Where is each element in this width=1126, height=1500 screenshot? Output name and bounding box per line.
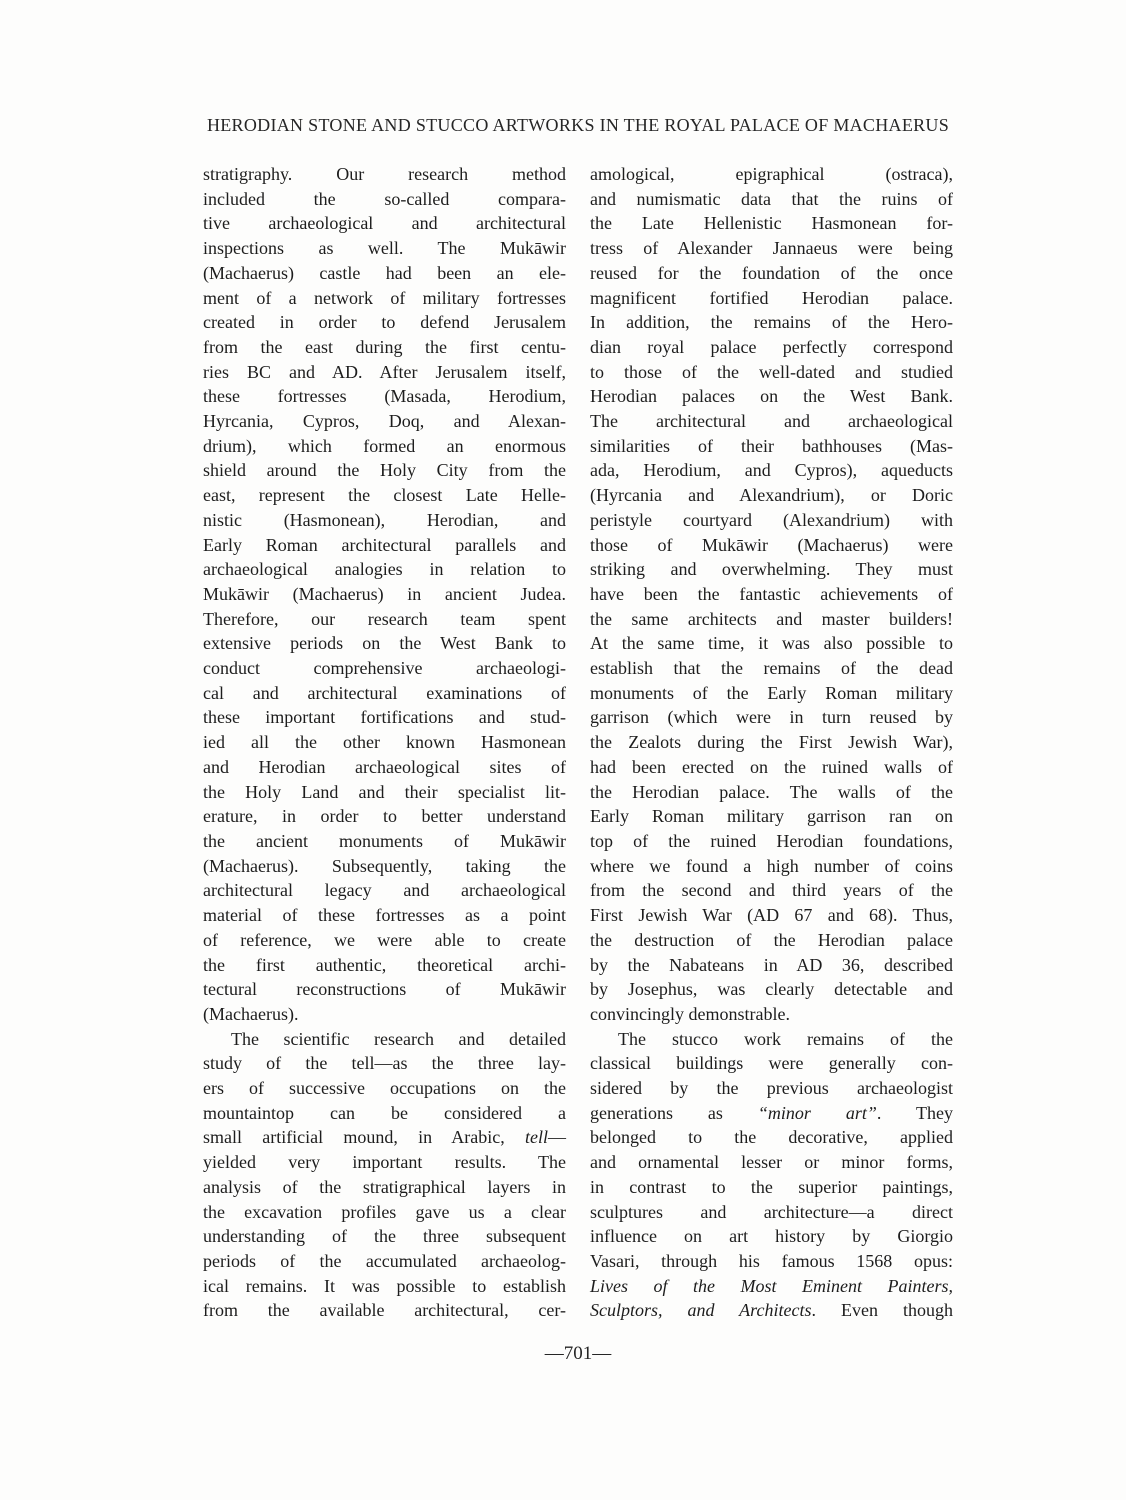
text-segment: ada, Herodium, and Cypros), aqueducts bbox=[590, 460, 953, 481]
text-line bbox=[203, 1200, 566, 1225]
text-line bbox=[203, 187, 566, 212]
text-line bbox=[590, 1076, 953, 1101]
text-segment: cal and architectural examinations of bbox=[203, 682, 566, 703]
text-segment: those of Mukāwir (Machaerus) were bbox=[590, 534, 953, 555]
text-segment: inspections as well. The Mukāwir bbox=[203, 238, 566, 259]
text-segment: architectural legacy and archaeological bbox=[203, 880, 566, 901]
text-segment: had been erected on the ruined walls of bbox=[590, 756, 953, 777]
text-segment: material of these fortresses as a point bbox=[203, 905, 566, 926]
text-segment: The scientific research and detailed bbox=[231, 1028, 566, 1049]
text-segment: monuments of the Early Roman military bbox=[590, 682, 953, 703]
text-line bbox=[590, 483, 953, 508]
text-segment: the first authentic, theoretical archi- bbox=[203, 954, 566, 975]
text-line bbox=[590, 286, 953, 311]
text-line bbox=[203, 533, 566, 558]
text-segment: and numismatic data that the ruins of bbox=[590, 188, 953, 209]
text-line bbox=[203, 483, 566, 508]
text-line bbox=[590, 360, 953, 385]
text-line bbox=[590, 1051, 953, 1076]
text-line bbox=[590, 434, 953, 459]
text-line bbox=[590, 1150, 953, 1175]
text-segment: study of the tell—as the three lay- bbox=[203, 1053, 566, 1074]
text-line bbox=[203, 903, 566, 928]
text-segment: establish that the remains of the dead bbox=[590, 658, 953, 679]
text-line bbox=[590, 1224, 953, 1249]
text-line bbox=[203, 261, 566, 286]
text-segment: First Jewish War (AD 67 and 68). Thus, bbox=[590, 905, 953, 926]
text-line bbox=[203, 928, 566, 953]
text-segment: by the Nabateans in AD 36, described bbox=[590, 954, 953, 975]
text-segment: in contrast to the superior paintings, bbox=[590, 1176, 953, 1197]
text-line bbox=[590, 854, 953, 879]
text-line bbox=[590, 236, 953, 261]
text-line bbox=[203, 1274, 566, 1299]
text-segment: archaeological analogies in relation to bbox=[203, 559, 566, 580]
text-segment: the same architects and master builders! bbox=[590, 608, 953, 629]
text-segment: included the so-called compara- bbox=[203, 188, 566, 209]
text-line bbox=[590, 780, 953, 805]
text-line bbox=[590, 1175, 953, 1200]
running-header: HERODIAN STONE AND STUCCO ARTWORKS IN THE ROYAL PALACE OF MACHAERUS bbox=[206, 115, 950, 135]
text-line bbox=[590, 953, 953, 978]
text-line bbox=[203, 607, 566, 632]
text-segment: ries BC and AD. After Jerusalem itself, bbox=[203, 361, 566, 382]
text-segment: by Josephus, was clearly detectable and bbox=[590, 979, 953, 1000]
text-line bbox=[590, 730, 953, 755]
paragraph bbox=[590, 162, 953, 1027]
text-segment: the Holy Land and their specialist lit- bbox=[203, 781, 566, 802]
text-segment: generations as bbox=[590, 1102, 758, 1123]
text-segment: periods of the accumulated archaeolog- bbox=[203, 1250, 566, 1271]
text-segment: At the same time, it was also possible to bbox=[590, 633, 953, 654]
text-line bbox=[203, 953, 566, 978]
text-segment: Early Roman military garrison ran on bbox=[590, 806, 953, 827]
text-line bbox=[590, 656, 953, 681]
text-segment: sculptures and architecture—a direct bbox=[590, 1201, 953, 1222]
page-number: —701— bbox=[544, 1343, 612, 1364]
text-line bbox=[590, 261, 953, 286]
text-line bbox=[203, 780, 566, 805]
text-segment: stratigraphy. Our research method bbox=[203, 164, 566, 184]
text-segment: (Hyrcania and Alexandrium), or Doric bbox=[590, 485, 953, 506]
text-segment: Vasari, through his famous 1568 opus: bbox=[590, 1250, 953, 1271]
text-line bbox=[590, 755, 953, 780]
text-segment: these important fortifications and stud- bbox=[203, 707, 566, 728]
text-line bbox=[203, 434, 566, 459]
text-segment: ers of successive occupations on the bbox=[203, 1078, 566, 1099]
text-line bbox=[203, 1175, 566, 1200]
text-line bbox=[203, 458, 566, 483]
text-segment: The architectural and archaeological bbox=[590, 411, 953, 432]
text-line bbox=[203, 1150, 566, 1175]
text-segment: ied all the other known Hasmonean bbox=[203, 732, 566, 753]
text-segment: from the second and third years of the bbox=[590, 880, 953, 901]
text-segment: these fortresses (Masada, Herodium, bbox=[203, 386, 566, 407]
right-column bbox=[590, 162, 953, 1323]
text-line bbox=[590, 1249, 953, 1274]
text-segment: drium), which formed an enormous bbox=[203, 435, 566, 456]
text-line bbox=[590, 903, 953, 928]
text-line bbox=[590, 533, 953, 558]
text-segment: where we found a high number of coins bbox=[590, 855, 953, 876]
text-segment: (Machaerus). bbox=[203, 1003, 299, 1024]
text-segment: to those of the well-dated and studied bbox=[590, 361, 953, 382]
text-line bbox=[203, 977, 566, 1002]
text-segment: influence on art history by Giorgio bbox=[590, 1226, 953, 1247]
text-segment: of reference, we were able to create bbox=[203, 929, 566, 950]
text-line bbox=[590, 310, 953, 335]
text-line bbox=[590, 1274, 953, 1299]
text-segment: amological, epigraphical (ostraca), bbox=[590, 164, 953, 184]
text-line bbox=[203, 1298, 566, 1323]
text-line bbox=[590, 607, 953, 632]
text-segment: Hyrcania, Cypros, Doq, and Alexan- bbox=[203, 411, 566, 432]
text-line bbox=[590, 878, 953, 903]
text-line bbox=[203, 656, 566, 681]
text-line bbox=[203, 681, 566, 706]
text-segment: tress of Alexander Jannaeus were being bbox=[590, 238, 953, 259]
text-line bbox=[203, 829, 566, 854]
paragraph bbox=[203, 1027, 566, 1323]
text-segment: small artificial mound, in Arabic, bbox=[203, 1127, 525, 1148]
text-segment: Mukāwir (Machaerus) in ancient Judea. bbox=[203, 583, 566, 604]
text-line bbox=[203, 384, 566, 409]
text-segment: striking and overwhelming. They must bbox=[590, 559, 953, 580]
text-line bbox=[590, 458, 953, 483]
text-segment: Herodian palaces on the West Bank. bbox=[590, 386, 953, 407]
text-segment: peristyle courtyard (Alexandrium) with bbox=[590, 509, 953, 530]
text-line bbox=[203, 1125, 566, 1150]
text-line bbox=[590, 705, 953, 730]
text-line bbox=[590, 582, 953, 607]
text-line bbox=[203, 878, 566, 903]
text-segment: mountaintop can be considered a bbox=[203, 1102, 566, 1123]
text-line bbox=[203, 582, 566, 607]
text-segment: (Machaerus). Subsequently, taking the bbox=[203, 855, 566, 876]
text-segment: and Herodian archaeological sites of bbox=[203, 756, 566, 777]
text-segment: top of the ruined Herodian foundations, bbox=[590, 830, 953, 851]
text-line bbox=[203, 804, 566, 829]
text-line bbox=[590, 409, 953, 434]
text-segment: yielded very important results. The bbox=[203, 1152, 566, 1173]
text-line bbox=[203, 755, 566, 780]
text-segment: created in order to defend Jerusalem bbox=[203, 312, 566, 333]
text-line bbox=[590, 1125, 953, 1150]
text-segment: the Herodian palace. The walls of the bbox=[590, 781, 953, 802]
text-line bbox=[203, 236, 566, 261]
text-segment: the ancient monuments of Mukāwir bbox=[203, 830, 566, 851]
text-segment: — bbox=[548, 1127, 566, 1148]
text-line bbox=[203, 1027, 566, 1052]
text-segment: the excavation profiles gave us a clear bbox=[203, 1201, 566, 1222]
text-columns bbox=[203, 162, 953, 1323]
text-line bbox=[203, 1101, 566, 1126]
text-segment: garrison (which were in turn reused by bbox=[590, 707, 953, 728]
text-segment: east, represent the closest Late Helle- bbox=[203, 485, 566, 506]
text-segment: have been the fantastic achievements of bbox=[590, 583, 953, 604]
text-segment: dian royal palace perfectly correspond bbox=[590, 336, 953, 357]
text-segment: In addition, the remains of the Hero- bbox=[590, 312, 953, 333]
text-line bbox=[590, 1101, 953, 1126]
text-line bbox=[590, 1200, 953, 1225]
text-line bbox=[203, 360, 566, 385]
text-line bbox=[203, 1002, 566, 1027]
text-segment: tectural reconstructions of Mukāwir bbox=[203, 979, 566, 1000]
text-line bbox=[590, 187, 953, 212]
text-segment: tive archaeological and architectural bbox=[203, 213, 566, 234]
text-line bbox=[203, 1076, 566, 1101]
text-line bbox=[590, 557, 953, 582]
italic-text: tell bbox=[525, 1127, 548, 1148]
text-line bbox=[590, 804, 953, 829]
text-segment: classical buildings were generally con- bbox=[590, 1053, 953, 1074]
text-line bbox=[590, 211, 953, 236]
text-segment: convincingly demonstrable. bbox=[590, 1003, 790, 1024]
text-line bbox=[590, 1027, 953, 1052]
text-line bbox=[590, 384, 953, 409]
text-segment: from the available architectural, cer- bbox=[203, 1300, 566, 1321]
text-line bbox=[203, 730, 566, 755]
text-line bbox=[590, 162, 953, 187]
text-line bbox=[203, 335, 566, 360]
text-segment: magnificent fortified Herodian palace. bbox=[590, 287, 953, 308]
text-line bbox=[590, 977, 953, 1002]
text-line bbox=[590, 681, 953, 706]
text-segment: sidered by the previous archaeologist bbox=[590, 1078, 953, 1099]
text-segment: Therefore, our research team spent bbox=[203, 608, 566, 629]
text-segment: analysis of the stratigraphical layers in bbox=[203, 1176, 566, 1197]
text-segment: erature, in order to better understand bbox=[203, 806, 566, 827]
text-line bbox=[590, 1002, 953, 1027]
text-line bbox=[203, 162, 566, 187]
text-line bbox=[203, 409, 566, 434]
text-line bbox=[203, 1224, 566, 1249]
text-line bbox=[203, 631, 566, 656]
paragraph bbox=[590, 1027, 953, 1323]
text-segment: shield around the Holy City from the bbox=[203, 460, 566, 481]
text-segment: . They bbox=[876, 1102, 953, 1123]
italic-text: Lives of the Most Eminent Painters, bbox=[590, 1275, 953, 1296]
text-line bbox=[203, 286, 566, 311]
paragraph bbox=[203, 162, 566, 1027]
text-line bbox=[203, 705, 566, 730]
text-segment: conduct comprehensive archaeologi- bbox=[203, 658, 566, 679]
text-segment: understanding of the three subsequent bbox=[203, 1226, 566, 1247]
text-line bbox=[590, 508, 953, 533]
text-line bbox=[590, 335, 953, 360]
text-segment: ment of a network of military fortresses bbox=[203, 287, 566, 308]
text-segment: (Machaerus) castle had been an ele- bbox=[203, 262, 566, 283]
text-segment: The stucco work remains of the bbox=[618, 1028, 953, 1049]
text-line bbox=[203, 508, 566, 533]
text-line bbox=[203, 211, 566, 236]
text-line bbox=[203, 1051, 566, 1076]
text-segment: extensive periods on the West Bank to bbox=[203, 633, 566, 654]
text-segment: belonged to the decorative, applied bbox=[590, 1127, 953, 1148]
text-segment: the Late Hellenistic Hasmonean for- bbox=[590, 213, 953, 234]
text-segment: reused for the foundation of the once bbox=[590, 262, 953, 283]
text-line bbox=[590, 928, 953, 953]
text-line bbox=[203, 1249, 566, 1274]
italic-text: Sculptors, and Architects bbox=[590, 1300, 812, 1321]
text-segment: and ornamental lesser or minor forms, bbox=[590, 1152, 953, 1173]
text-segment: the destruction of the Herodian palace bbox=[590, 929, 953, 950]
text-line bbox=[203, 854, 566, 879]
text-line bbox=[590, 829, 953, 854]
text-segment: the Zealots during the First Jewish War), bbox=[590, 732, 953, 753]
left-column bbox=[203, 162, 566, 1323]
text-line bbox=[203, 310, 566, 335]
text-segment: from the east during the first centu- bbox=[203, 336, 566, 357]
text-segment: . Even though bbox=[811, 1300, 953, 1321]
text-line bbox=[590, 631, 953, 656]
italic-text: “minor art” bbox=[757, 1102, 877, 1123]
text-line bbox=[590, 1298, 953, 1323]
text-line bbox=[203, 557, 566, 582]
text-segment: similarities of their bathhouses (Mas- bbox=[590, 435, 953, 456]
text-segment: ical remains. It was possible to establish bbox=[203, 1275, 566, 1296]
text-segment: Early Roman architectural parallels and bbox=[203, 534, 566, 555]
text-segment: nistic (Hasmonean), Herodian, and bbox=[203, 509, 566, 530]
